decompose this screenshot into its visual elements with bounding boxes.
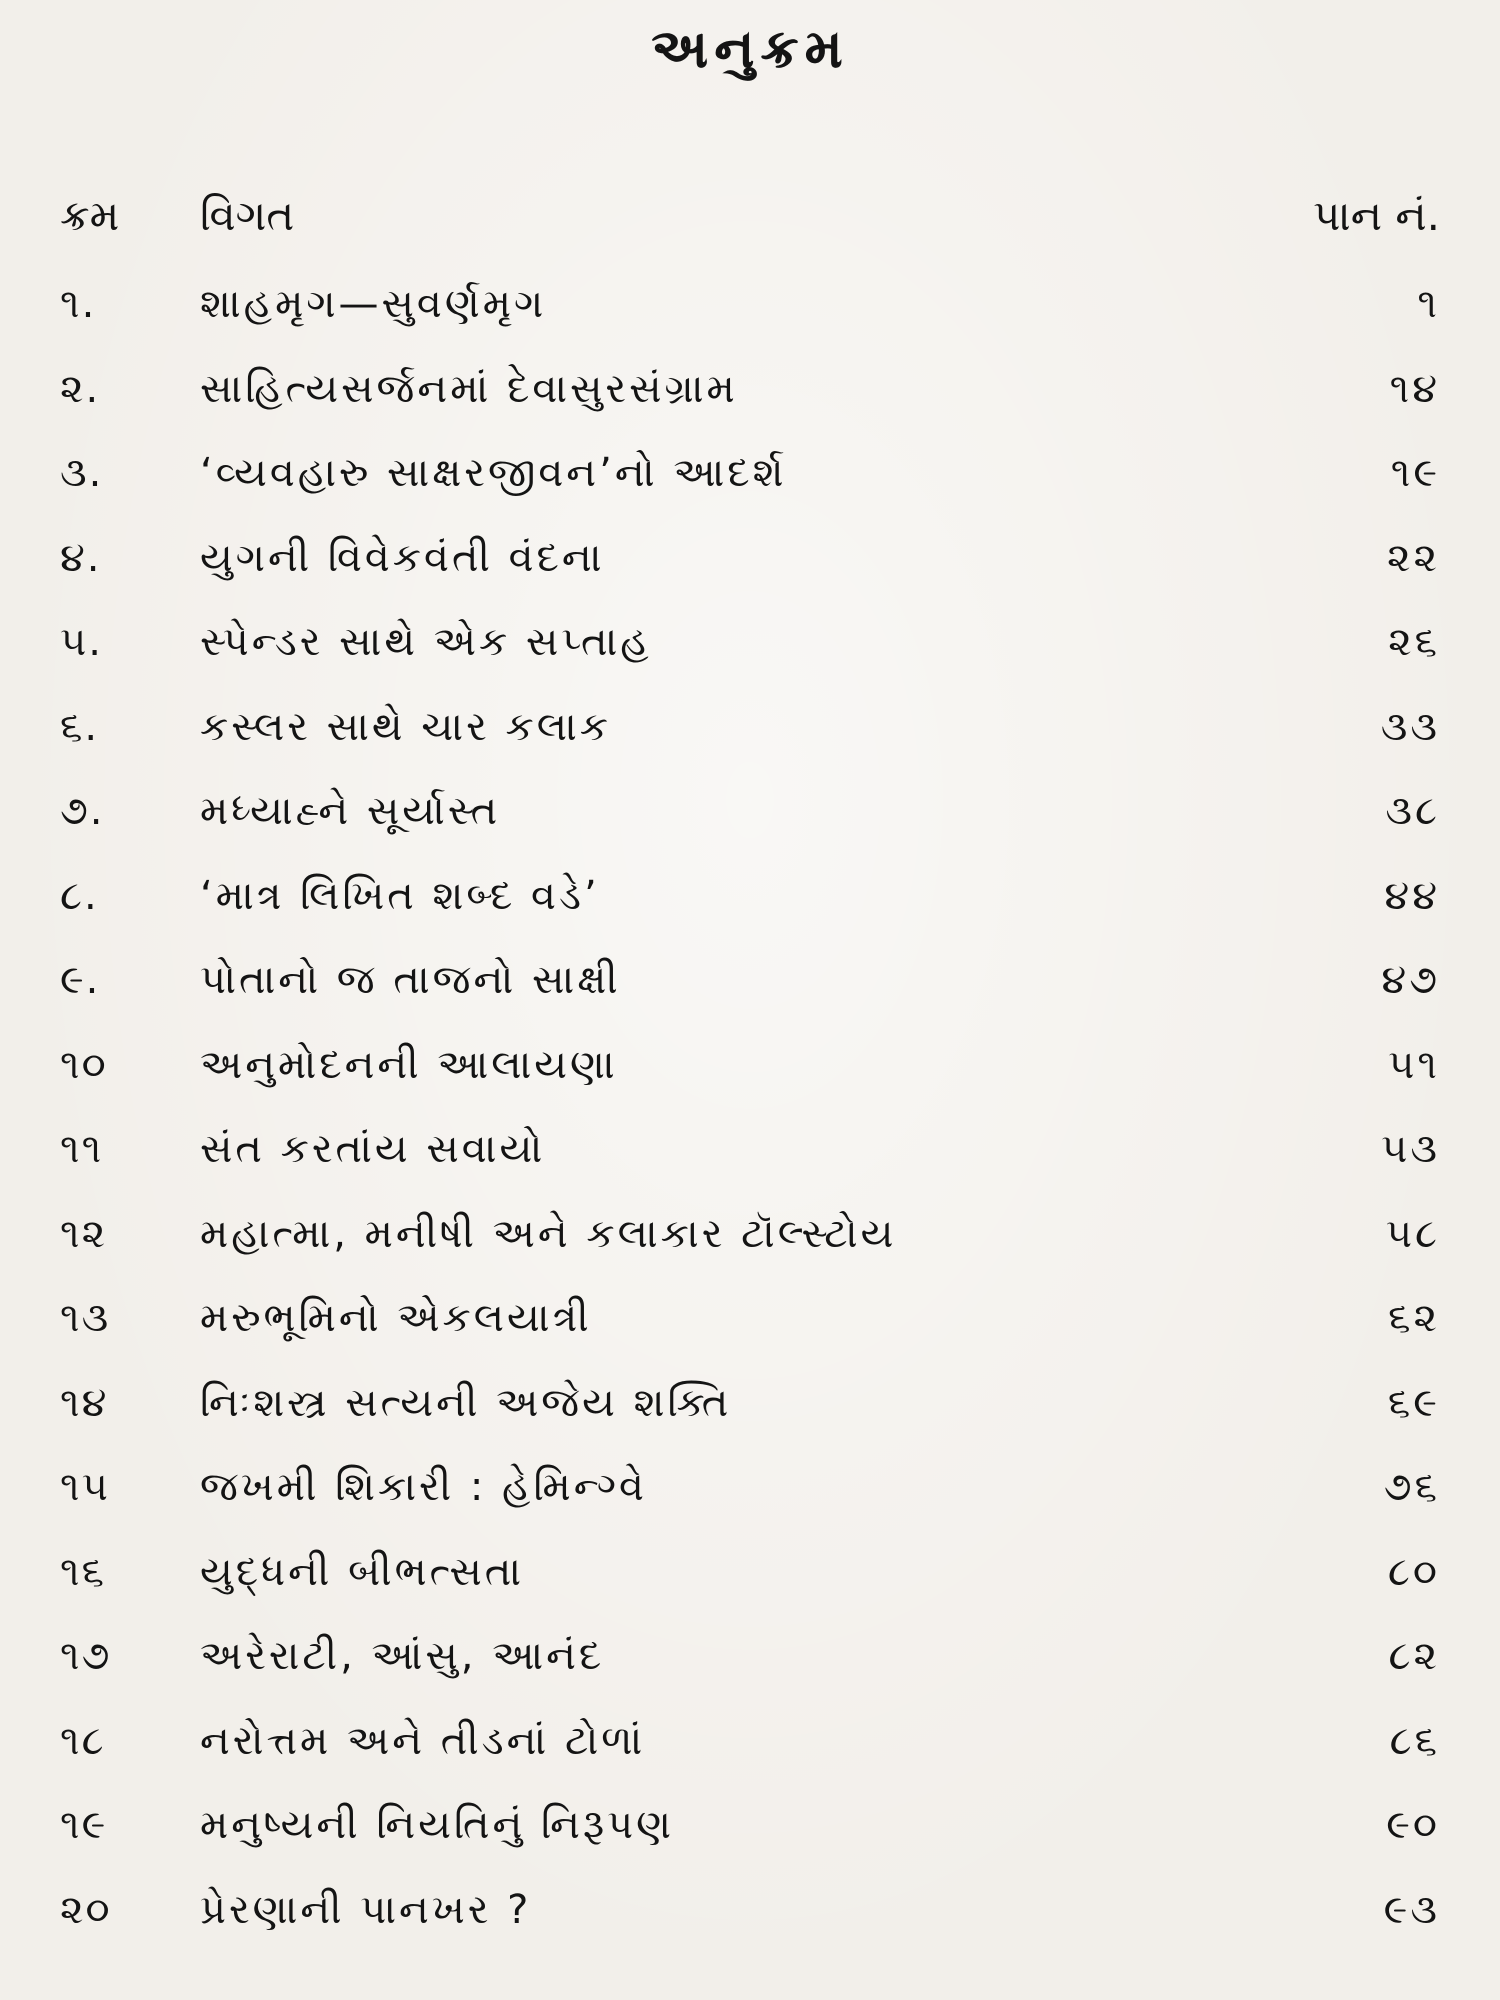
entry-page: ૩૮ (1385, 788, 1440, 834)
toc-entry (60, 854, 1440, 939)
entry-page: ૬૯ (1387, 1379, 1440, 1426)
toc-entry (60, 1023, 1440, 1108)
header-title-label: વિગત (200, 191, 295, 240)
toc-entry (60, 685, 1440, 770)
header-number-label: ક્રમ (60, 191, 120, 240)
entry-title: મધ્યાહ્ને સૂર્યાસ્ત (200, 788, 501, 834)
entry-title: ‘માત્ર લિખિત શબ્દ વડે’ (200, 872, 600, 919)
toc-entry (60, 600, 1440, 685)
toc-entry (60, 1699, 1440, 1784)
entry-page: ૧ (1417, 281, 1440, 327)
toc-list (60, 262, 1440, 1952)
entry-number: ૧૯ (60, 1802, 108, 1848)
toc-entry (60, 1107, 1440, 1192)
toc-entry (60, 1192, 1440, 1277)
toc-entry (60, 769, 1440, 854)
entry-page: ૫૮ (1385, 1210, 1440, 1257)
entry-page: ૩૩ (1380, 703, 1440, 750)
toc-entry (60, 1783, 1440, 1868)
entry-page: ૮૨ (1388, 1633, 1440, 1679)
entry-title: અરેરાટી, આંસુ, આનંદ (200, 1633, 605, 1679)
entry-title: શાહમૃગ—સુવર્ણમૃગ (200, 281, 547, 327)
entry-title: મરુભૂમિનો એકલયાત્રી (200, 1295, 592, 1341)
entry-page: ૭૬ (1383, 1464, 1440, 1510)
entry-title: યુદ્ધની બીભત્સતા (200, 1548, 525, 1595)
entry-number: ૧૬ (60, 1548, 106, 1595)
entry-title: જખમી શિકારી : હેમિન્ગ્વે (200, 1464, 647, 1510)
entry-number: ૧૮ (60, 1717, 106, 1764)
page-title: અનુક્રમ (651, 17, 849, 80)
entry-number: ૬. (60, 703, 100, 750)
entry-page: ૪૪ (1384, 872, 1440, 919)
entry-page: ૫૩ (1381, 1126, 1440, 1172)
entry-number: ૧૨ (60, 1210, 108, 1257)
entry-number: ૫. (60, 619, 103, 665)
toc-entry (60, 347, 1440, 432)
toc-header (60, 178, 1440, 254)
entry-page: ૪૭ (1381, 957, 1440, 1003)
toc-entry (60, 1361, 1440, 1446)
entry-page: ૧૯ (1390, 450, 1440, 496)
entry-title: કસ્લર સાથે ચાર કલાક (200, 703, 611, 750)
header-page-label: પાન નં. (1313, 191, 1440, 240)
entry-number: ૨૦ (60, 1886, 112, 1933)
entry-page: ૯૦ (1386, 1802, 1440, 1848)
entry-number: ૧૧ (60, 1126, 104, 1172)
entry-number: ૧૭ (60, 1633, 112, 1679)
entry-title: સાહિત્યસર્જનમાં દેવાસુરસંગ્રામ (200, 365, 738, 412)
entry-number: ૪. (60, 534, 102, 581)
entry-title: નરોત્તમ અને તીડનાં ટોળાં (200, 1717, 646, 1764)
entry-number: ૮. (60, 872, 99, 919)
entry-title: મહાત્મા, મનીષી અને કલાકાર ટૉલ્સ્ટોય (200, 1210, 897, 1257)
toc-entry (60, 1530, 1440, 1615)
entry-number: ૧. (60, 281, 97, 327)
entry-number: ૧૫ (60, 1464, 110, 1510)
entry-title: સ્પેન્ડર સાથે એક સપ્તાહ (200, 619, 652, 665)
entry-number: ૨. (60, 365, 101, 412)
entry-number: ૭. (60, 788, 105, 834)
entry-page: ૮૦ (1387, 1548, 1440, 1595)
entry-number: ૧૪ (60, 1379, 109, 1426)
toc-entry (60, 1868, 1440, 1953)
entry-page: ૨૨ (1387, 534, 1440, 581)
entry-number: ૩. (60, 450, 104, 496)
entry-page: ૯૩ (1383, 1886, 1440, 1933)
entry-page: ૫૧ (1388, 1041, 1440, 1088)
entry-number: ૯. (60, 957, 101, 1003)
toc-entry (60, 938, 1440, 1023)
toc-entry (60, 516, 1440, 601)
toc-entry (60, 1276, 1440, 1361)
entry-page: ૧૪ (1389, 365, 1440, 412)
entry-title: નિઃશસ્ત્ર સત્યની અજેય શક્તિ (200, 1379, 732, 1426)
entry-title: યુગની વિવેકવંતી વંદના (200, 534, 605, 581)
toc-entry (60, 431, 1440, 516)
entry-page: ૨૬ (1388, 619, 1440, 665)
toc-entry (60, 1445, 1440, 1530)
toc-entry (60, 1614, 1440, 1699)
toc-entry (60, 262, 1440, 347)
entry-title: મનુષ્યની નિયતિનું નિરૂપણ (200, 1802, 674, 1848)
entry-number: ૧૦ (60, 1041, 108, 1088)
entry-title: સંત કરતાંય સવાયો (200, 1126, 546, 1172)
entry-title: અનુમોદનની આલાયણા (200, 1041, 618, 1088)
entry-title: પ્રેરણાની પાનખર ? (200, 1886, 532, 1933)
entry-title: પોતાનો જ તાજનો સાક્ષી (200, 957, 621, 1003)
entry-page: ૬૨ (1388, 1295, 1440, 1341)
entry-title: ‘વ્યવહારુ સાક્ષરજીવન’નો આદર્શ (200, 450, 787, 496)
entry-number: ૧૩ (60, 1295, 111, 1341)
entry-page: ૮૬ (1389, 1717, 1440, 1764)
